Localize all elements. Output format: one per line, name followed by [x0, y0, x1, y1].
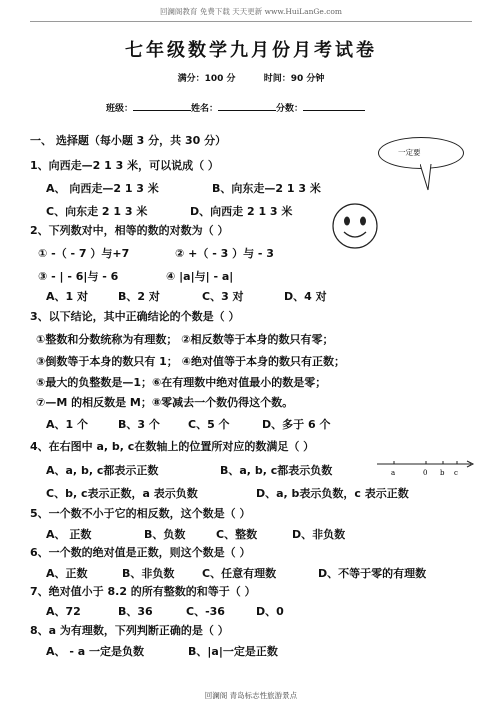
q2-option-c[interactable]: C、3 对 — [202, 290, 244, 303]
question-5-stem: 5、一个数不小于它的相反数，这个数是（ ） — [30, 507, 251, 520]
q2-pair-4: ④ |a|与| - a| — [166, 270, 234, 283]
score-label: 分数： — [276, 104, 304, 114]
question-7-stem: 7、绝对值小于 8.2 的所有整数的和等于（ ） — [30, 585, 256, 598]
class-blank[interactable] — [133, 101, 191, 111]
question-4-stem: 4、在右图中 a, b, c在数轴上的位置所对应的数满足（ ） — [30, 440, 315, 453]
q3-option-a[interactable]: A、1 个 — [46, 418, 88, 431]
q4-option-c[interactable]: C、b, c表示正数，a 表示负数 — [46, 487, 198, 500]
q1-option-d[interactable]: D、向西走 2 1 3 米 — [190, 205, 293, 218]
question-1-stem: 1、向西走—2 1 3 米，可以说成（ ） — [30, 159, 219, 172]
q5-option-a[interactable]: A、 正数 — [46, 528, 92, 541]
q5-option-b[interactable]: B、负数 — [144, 528, 186, 541]
number-line-label: 0 — [423, 469, 428, 477]
q6-option-a[interactable]: A、正数 — [46, 567, 88, 580]
number-line-label: b — [440, 469, 445, 477]
callout-text: 一定要 — [398, 148, 421, 157]
question-6-stem: 6、一个数的绝对值是正数，则这个数是（ ） — [30, 546, 251, 559]
q2-pair-2: ② +（ - 3 ）与 - 3 — [175, 247, 274, 260]
q2-option-b[interactable]: B、2 对 — [118, 290, 160, 303]
q3-statement: ⑦—M 的相反数是 M；⑧零减去一个数仍得这个数。 — [36, 396, 294, 409]
name-blank[interactable] — [218, 101, 276, 111]
q2-option-a[interactable]: A、1 对 — [46, 290, 88, 303]
q4-option-a[interactable]: A、a, b, c都表示正数 — [46, 464, 159, 477]
q2-pair-3: ③ - | - 6|与 - 6 — [38, 270, 119, 283]
exam-time: 时间：90 分钟 — [263, 74, 325, 84]
q7-option-d[interactable]: D、0 — [256, 605, 284, 618]
q3-statement: ①整数和分数统称为有理数； ②相反数等于本身的数只有零； — [36, 333, 334, 346]
exam-meta — [0, 71, 502, 84]
number-line-label: a — [391, 469, 396, 477]
page-header: 回澜阁教育 免费下载 天天更新 www.HuiLanGe.com — [159, 7, 343, 16]
q6-option-c[interactable]: C、任意有理数 — [202, 567, 277, 580]
smiley-face-icon — [331, 202, 379, 250]
q5-option-c[interactable]: C、整数 — [216, 528, 258, 541]
q3-option-d[interactable]: D、多于 6 个 — [262, 418, 331, 431]
q1-option-c[interactable]: C、向东走 2 1 3 米 — [46, 205, 148, 218]
q5-option-d[interactable]: D、非负数 — [292, 528, 346, 541]
question-3-stem: 3、以下结论，其中正确结论的个数是（ ） — [30, 310, 240, 323]
section-title: 一、 选择题（每小题 3 分，共 30 分） — [30, 134, 227, 147]
question-2-stem: 2、下列数对中，相等的数的对数为（ ） — [30, 224, 229, 237]
number-line — [377, 458, 477, 480]
q7-option-c[interactable]: C、-36 — [186, 605, 225, 618]
q4-option-d[interactable]: D、a, b表示负数，c 表示正数 — [256, 487, 409, 500]
header-rule — [30, 21, 472, 22]
callout-tail — [420, 164, 434, 192]
q1-option-a[interactable]: A、 向西走—2 1 3 米 — [46, 182, 159, 195]
page-footer: 回澜阁 青岛标志性旅游景点 — [204, 691, 298, 700]
q3-option-b[interactable]: B、3 个 — [118, 418, 160, 431]
name-label: 姓名： — [191, 104, 219, 114]
q8-option-a[interactable]: A、 - a 一定是负数 — [46, 645, 144, 658]
question-8-stem: 8、a 为有理数，下列判断正确的是（ ） — [30, 624, 229, 637]
number-line-label: c — [454, 469, 458, 477]
exam-title: 七年级数学九月份月考试卷 — [125, 40, 377, 61]
q6-option-d[interactable]: D、不等于零的有理数 — [318, 567, 427, 580]
q8-option-b[interactable]: B、|a|一定是正数 — [188, 645, 278, 658]
q7-option-a[interactable]: A、72 — [46, 605, 81, 618]
q6-option-b[interactable]: B、非负数 — [122, 567, 175, 580]
q1-option-b[interactable]: B、向东走—2 1 3 米 — [212, 182, 321, 195]
class-label: 班级： — [106, 104, 134, 114]
full-score: 满分：100 分 — [177, 74, 236, 84]
q2-pair-1: ① -（ - 7 ）与+7 — [38, 247, 130, 260]
q3-statement: ⑤最大的负整数是—1；⑥在有理数中绝对值最小的数是零； — [36, 376, 327, 389]
student-info-row — [106, 101, 365, 114]
q7-option-b[interactable]: B、36 — [118, 605, 153, 618]
q3-option-c[interactable]: C、5 个 — [188, 418, 230, 431]
q3-statement: ③倒数等于本身的数只有 1； ④绝对值等于本身的数只有正数； — [36, 355, 345, 368]
q2-option-d[interactable]: D、4 对 — [284, 290, 327, 303]
score-blank[interactable] — [303, 101, 365, 111]
q4-option-b[interactable]: B、a, b, c都表示负数 — [220, 464, 333, 477]
